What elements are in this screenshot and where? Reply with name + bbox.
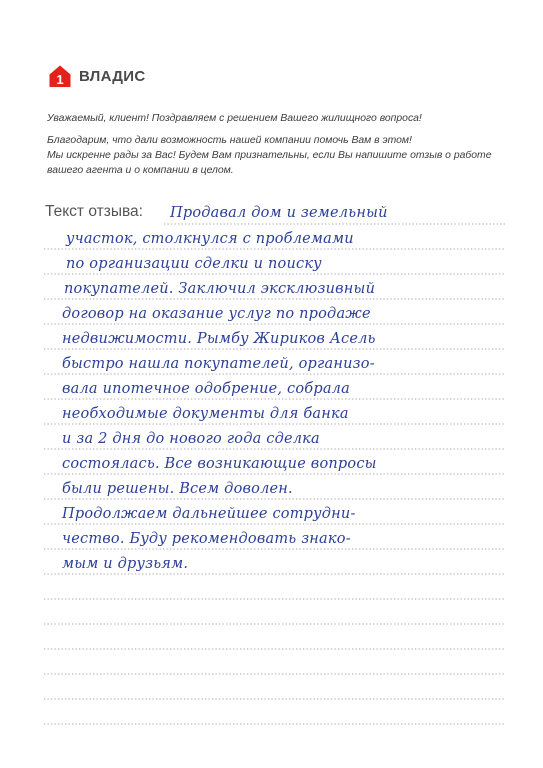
brand-name: ВЛАДИС: [79, 67, 146, 85]
logo-badge: 1: [56, 72, 64, 87]
review-line: и за 2 дня до нового года сделка: [62, 431, 320, 447]
review-line: были решены. Всем доволен.: [62, 481, 293, 497]
greeting: Уважаемый, клиент! Поздравляем с решением Вашего жилищного вопроса!: [47, 113, 422, 124]
intro-line-2: Мы искренне рады за Вас! Будем Вам признательны, если Вы напишите отзыв о работе: [47, 150, 492, 161]
review-line: Продавал дом и земельный: [170, 205, 388, 221]
review-label: Текст отзыва:: [45, 203, 143, 220]
review-line: договор на оказание услуг по продаже: [62, 306, 371, 322]
review-line: по организации сделки и поиску: [66, 256, 322, 272]
intro-line-3: вашего агента и о компании в целом.: [47, 165, 234, 176]
review-line: Продолжаем дальнейшее сотрудни-: [62, 506, 356, 522]
review-line: участок, столкнулся с проблемами: [66, 231, 354, 247]
review-line: необходимые документы для банка: [62, 406, 349, 422]
review-line: вала ипотечное одобрение, собрала: [62, 381, 350, 397]
review-line: мым и друзьям.: [62, 556, 189, 572]
review-line: быстро нашла покупателей, организо-: [62, 356, 375, 372]
review-line: покупателей. Заключил эксклюзивный: [64, 281, 376, 297]
review-line: состоялась. Все возникающие вопросы: [62, 456, 377, 472]
review-line: недвижимости. Рымбу Жириков Асель: [62, 331, 376, 347]
intro-line-1: Благодарим, что дали возможность нашей компании помочь Вам в этом!: [47, 135, 412, 146]
review-line: чество. Буду рекомендовать знако-: [62, 531, 351, 547]
